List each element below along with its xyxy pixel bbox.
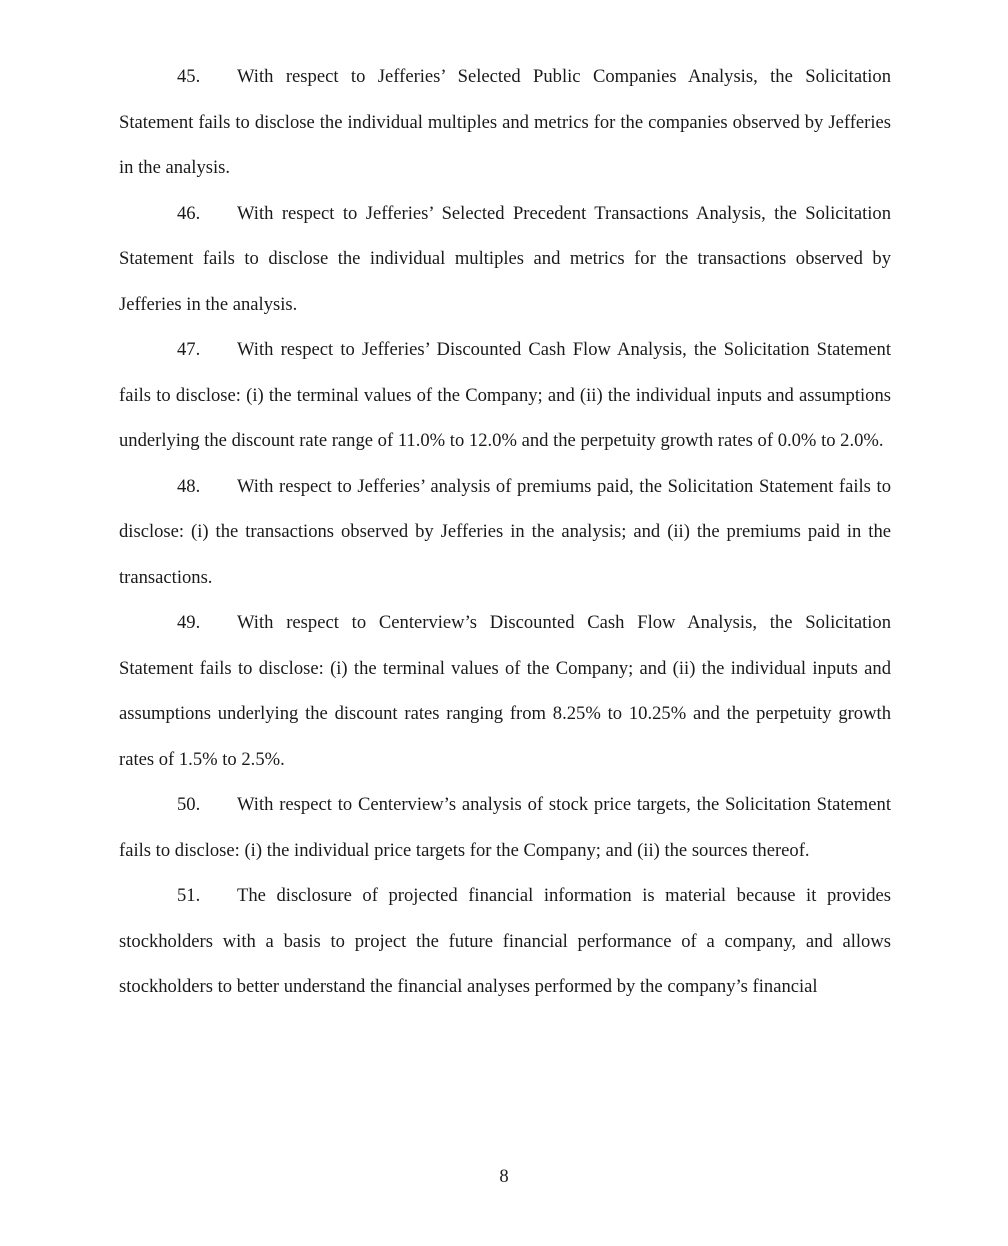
paragraph-number: 48. — [177, 475, 201, 497]
paragraph-number: 49. — [177, 612, 201, 633]
paragraph-text: With respect to Jefferies’ Discounted Cash Flow Analysis, the Solicitation Statement fails to disclose: (i) the terminal values of the Company; and (ii) the individual inputs and assumptions underlying the discount rate range of 11.0% to 12.0% and the perpetuity growth rates of 0.0% to 2.0%. — [119, 339, 891, 451]
paragraph-text: With respect to Jefferies’ analysis of premiums paid, the Solicitation Statement fails to disclose: (i) the transactions observed by Jefferies in the analysis; and (ii) the premiums paid in the transactions. — [119, 475, 891, 588]
paragraph-48 — [119, 464, 891, 601]
paragraph-number: 50. — [177, 794, 201, 815]
paragraph-number: 47. — [177, 339, 201, 360]
paragraph-46 — [119, 191, 891, 328]
paragraph-text: With respect to Jefferies’ Selected Precedent Transactions Analysis, the Solicitation Statement fails to disclose the individual multiples and metrics for the transactions observed by Jefferies in the analysis. — [119, 202, 891, 315]
paragraph-text: With respect to Centerview’s analysis of stock price targets, the Solicitation Statement fails to disclose: (i) the individual price targets for the Company; and (ii) the sources thereof. — [119, 794, 891, 861]
paragraph-text: The disclosure of projected financial information is material because it provides stockholders with a basis to project the future financial performance of a company, and allows stockholders to better understand the financial analyses performed by the company’s financial — [119, 885, 891, 997]
paragraph-text: With respect to Centerview’s Discounted Cash Flow Analysis, the Solicitation Statement fails to disclose: (i) the terminal values of the Company; and (ii) the individual inputs and assumptions underlying the discount rates ranging from 8.25% to 10.25% and the perpetuity growth rates of 1.5% to 2.5%. — [119, 612, 891, 770]
document-body — [119, 54, 891, 1010]
paragraph-number: 46. — [177, 202, 201, 224]
paragraph-text: With respect to Jefferies’ Selected Public Companies Analysis, the Solicitation Statement fails to disclose the individual multiples and metrics for the companies observed by Jefferies in the analysis. — [119, 66, 891, 178]
paragraph-51 — [119, 873, 891, 1010]
paragraph-47 — [119, 327, 891, 464]
paragraph-number: 51. — [177, 885, 201, 906]
paragraph-50 — [119, 782, 891, 873]
page-number: 8 — [499, 1166, 509, 1187]
paragraph-number: 45. — [177, 66, 201, 87]
paragraph-49 — [119, 600, 891, 782]
paragraph-45 — [119, 54, 891, 191]
